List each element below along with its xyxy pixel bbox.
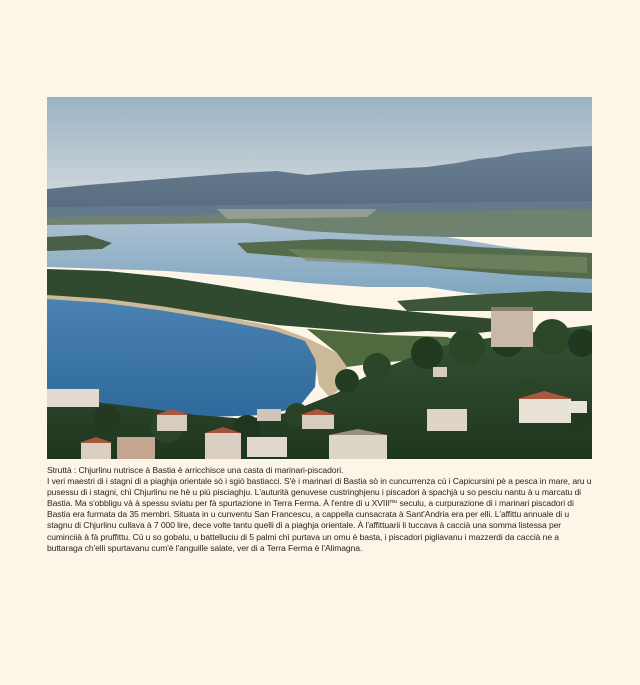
building <box>257 409 281 421</box>
building <box>519 399 571 423</box>
building <box>47 389 99 407</box>
tall-building-roof <box>491 307 533 311</box>
building <box>117 437 155 459</box>
caption-text <box>47 465 596 554</box>
building <box>427 409 467 431</box>
building <box>81 443 111 459</box>
century-superscript: mu <box>389 499 398 506</box>
caption-title: Struttà : Chjurlinu nutrisce à Bastia è arricchisce una casta di marinari-piscadori. <box>47 465 344 475</box>
tree <box>411 337 443 369</box>
landscape-photo <box>47 97 592 459</box>
building <box>567 401 587 413</box>
tree <box>449 329 485 365</box>
caption-paragraph <box>47 476 596 554</box>
tree <box>363 353 391 381</box>
tall-building <box>491 309 533 347</box>
building <box>329 435 387 459</box>
tree <box>93 405 121 433</box>
tree <box>534 319 570 355</box>
building <box>205 433 241 459</box>
building <box>247 437 287 457</box>
building <box>302 415 334 429</box>
paragraph-part-1: I veri maestri di i stagni di a piaghja orientale sò i sgiò bastiacci. S'è i marinari di Bastia sò in cuncurrenza cù i Capicursini pè a pesca in mare, aru u pusessu di i stagni, chì Chjurlinu ne hè u più pisciaghju. L'auturità genuvese custringhjenu i piscadori à spachjà u so pesciu nantu à u marcatu di Bastia. Ma s'obbligu và à spessu sviatu per fà spurtazione in Terra Ferma. À l'entre di u XVIII <box>47 476 592 509</box>
building <box>433 367 447 377</box>
building <box>157 415 187 431</box>
paragraph-part-2: seculu, a curpurazione di i marinari piscadori di Bastia era furmata da 35 membri. Situata in u cunventu San Francescu, a cappella cunsacrata à Sant'Andria era per elli. L'affittu annuale di u stagnu di Chjurlinu cullava à 7 000 lire, dece volte tantu quelli di a piaghja orientale. À l'affittuarii li tuccava à caccià una somma listessa per cuminciià à fà pruffittu. Cù u so gobalu, u battelluciu di 5 palmi chì purtava un omu è basta, i piscadori pigliavanu i mazzerdi da caccià ne a buttaraga ch'elli spurtavanu cum'è l'anguille salate, ver di a Terra Ferma è l'Alimagna. <box>47 498 574 553</box>
tree <box>335 369 359 393</box>
